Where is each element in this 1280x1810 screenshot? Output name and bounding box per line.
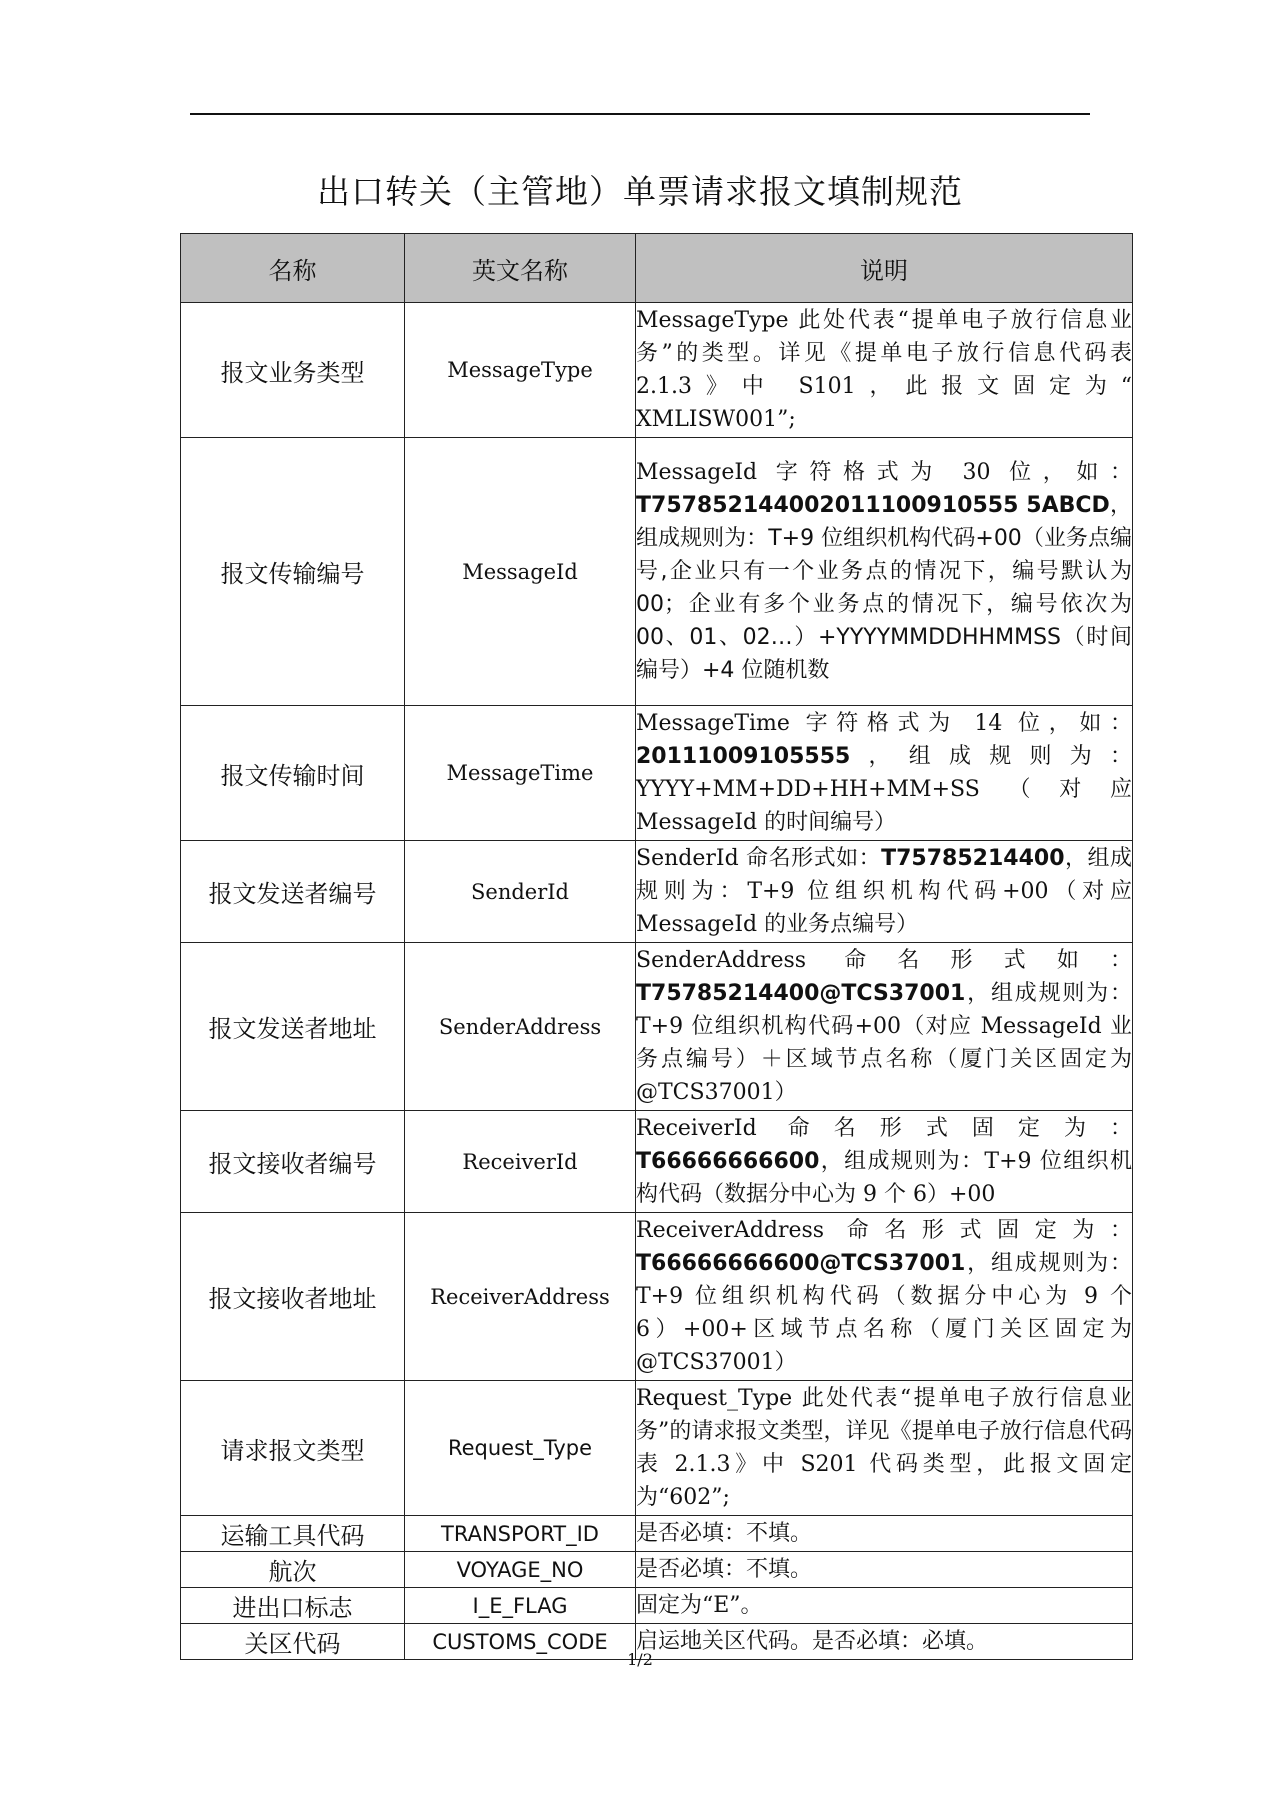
field-description bbox=[636, 841, 1133, 943]
field-description bbox=[636, 1381, 1133, 1516]
table-row bbox=[181, 1213, 1133, 1381]
field-en-name: I_E_FLAG bbox=[405, 1588, 636, 1624]
field-en-name: SenderId bbox=[405, 841, 636, 943]
field-cn-name: 报文发送者地址 bbox=[181, 943, 405, 1111]
desc-text: 启运地关区代码。是否必填：必填。 bbox=[636, 1629, 989, 1654]
field-description bbox=[636, 1213, 1133, 1381]
field-cn-name: 请求报文类型 bbox=[181, 1381, 405, 1516]
desc-text: ReceiverId 命名形式固定为： bbox=[636, 1116, 1132, 1141]
desc-text: SenderAddress 命名形式如： bbox=[636, 948, 1132, 973]
table-row bbox=[181, 706, 1133, 841]
table-row bbox=[181, 303, 1133, 438]
field-cn-name: 运输工具代码 bbox=[181, 1516, 405, 1552]
header-description: 说明 bbox=[636, 234, 1133, 303]
field-cn-name: 报文接收者编号 bbox=[181, 1111, 405, 1213]
desc-text: ReceiverAddress 命名形式固定为： bbox=[636, 1218, 1132, 1243]
table-row bbox=[181, 1516, 1133, 1552]
table-row bbox=[181, 1552, 1133, 1588]
desc-text: ，组成规则为：T+9 位组织机构代码+00（对应 MessageId 的业务点编号） bbox=[636, 846, 1132, 937]
page-number: 1/2 bbox=[627, 1650, 653, 1669]
field-cn-name: 报文发送者编号 bbox=[181, 841, 405, 943]
field-en-name: ReceiverId bbox=[405, 1111, 636, 1213]
field-cn-name: 报文传输编号 bbox=[181, 438, 405, 706]
header-en-name: 英文名称 bbox=[405, 234, 636, 303]
table-header-row bbox=[181, 234, 1133, 303]
desc-text: 是否必填：不填。 bbox=[636, 1521, 813, 1546]
field-description bbox=[636, 303, 1133, 438]
field-en-name: MessageTime bbox=[405, 706, 636, 841]
desc-text: ，组成规则为：T+9 位组织机构代码（数据分中心为 9 个 6）+00 bbox=[636, 1149, 1132, 1207]
field-en-name: VOYAGE_NO bbox=[405, 1552, 636, 1588]
desc-text: ，组成规则为：T+9 位组织机构代码+00（业务点编号,企业只有一个业务点的情况下，编号默认为00；企业有多个业务点的情况下，编号依次为 00、01、02…）+YYYYMMDDHHMMSS（时间编号）+4 位随机数 bbox=[636, 493, 1132, 683]
desc-text: SenderId 命名形式如： bbox=[636, 846, 882, 871]
header-cn-name: 名称 bbox=[181, 234, 405, 303]
table-row bbox=[181, 943, 1133, 1111]
desc-example: T75785214400@TCS37001 bbox=[636, 981, 966, 1006]
field-description bbox=[636, 1516, 1133, 1552]
field-en-name: TRANSPORT_ID bbox=[405, 1516, 636, 1552]
field-en-name: CUSTOMS_CODE bbox=[405, 1624, 636, 1660]
field-description bbox=[636, 1111, 1133, 1213]
desc-example: T66666666600 bbox=[636, 1149, 820, 1174]
table-row bbox=[181, 1111, 1133, 1213]
field-description bbox=[636, 943, 1133, 1111]
field-description bbox=[636, 438, 1133, 706]
document-title: 出口转关（主管地）单票请求报文填制规范 bbox=[317, 172, 963, 211]
header-rule bbox=[190, 113, 1090, 115]
field-en-name: SenderAddress bbox=[405, 943, 636, 1111]
table-row bbox=[181, 1381, 1133, 1516]
desc-text: MessageType 此处代表“提单电子放行信息业务”的类型。详见《提单电子放行信息代码表 2.1.3》中 S101，此报文固定为“ XMLISW001”; bbox=[636, 308, 1132, 432]
desc-example: T75785214400 bbox=[881, 846, 1065, 871]
field-cn-name: 报文传输时间 bbox=[181, 706, 405, 841]
table-row bbox=[181, 438, 1133, 706]
field-description bbox=[636, 1552, 1133, 1588]
field-description bbox=[636, 706, 1133, 841]
table-row bbox=[181, 841, 1133, 943]
field-cn-name: 报文业务类型 bbox=[181, 303, 405, 438]
desc-text: MessageId 字符格式为 30 位，如： bbox=[636, 460, 1132, 485]
field-en-name: ReceiverAddress bbox=[405, 1213, 636, 1381]
field-cn-name: 进出口标志 bbox=[181, 1588, 405, 1624]
desc-example: T757852144002011100910555 5ABCD bbox=[636, 493, 1110, 518]
field-en-name: MessageId bbox=[405, 438, 636, 706]
desc-text: Request_Type 此处代表“提单电子放行信息业务”的请求报文类型，详见《提单电子放行信息代码表 2.1.3》中 S201 代码类型，此报文固定为“602”; bbox=[636, 1386, 1132, 1510]
desc-example: 20111009105555 bbox=[636, 744, 851, 769]
desc-text: ，组成规则为：T+9 位组织机构代码（数据分中心为 9 个 6）+00+区域节点名称（厦门关区固定为@TCS37001） bbox=[636, 1251, 1132, 1375]
field-description bbox=[636, 1588, 1133, 1624]
field-cn-name: 航次 bbox=[181, 1552, 405, 1588]
field-cn-name: 关区代码 bbox=[181, 1624, 405, 1660]
table-row bbox=[181, 1588, 1133, 1624]
desc-text: 固定为“E”。 bbox=[636, 1593, 763, 1618]
desc-text: MessageTime 字符格式为 14 位，如： bbox=[636, 711, 1132, 736]
field-cn-name: 报文接收者地址 bbox=[181, 1213, 405, 1381]
spec-table bbox=[180, 233, 1133, 1660]
field-en-name: MessageType bbox=[405, 303, 636, 438]
desc-text: ，组成规则为：YYYY+MM+DD+HH+MM+SS（对应 MessageId 的时间编号） bbox=[636, 744, 1132, 835]
field-en-name: Request_Type bbox=[405, 1381, 636, 1516]
desc-text: 是否必填：不填。 bbox=[636, 1557, 813, 1582]
desc-text: ，组成规则为：T+9 位组织机构代码+00（对应 MessageId 业务点编号）＋区域节点名称（厦门关区固定为@TCS37001） bbox=[636, 981, 1132, 1105]
desc-example: T66666666600@TCS37001 bbox=[636, 1251, 966, 1276]
